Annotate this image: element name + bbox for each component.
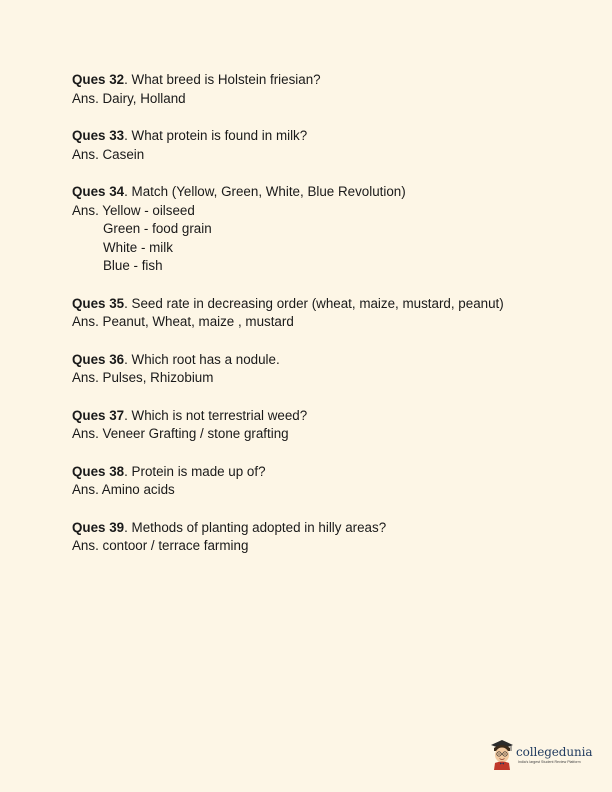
answer-line: Blue - fish — [103, 258, 163, 273]
question-number: Ques 34 — [72, 184, 125, 199]
qa-item-37 — [72, 407, 572, 444]
question-text: . Methods of planting adopted in hilly areas? — [124, 519, 387, 535]
question-text: . What protein is found in milk? — [124, 128, 308, 143]
answer-line: Ans. Amino acids — [72, 482, 175, 497]
qa-item-38 — [72, 463, 572, 500]
question-number: Ques 38 — [72, 463, 125, 479]
qa-item-32 — [72, 71, 572, 108]
qa-item-36 — [72, 351, 572, 388]
question-text: . Seed rate in decreasing order (wheat, maize, mustard, peanut) — [124, 295, 504, 311]
answer-line: Green - food grain — [103, 221, 212, 236]
question-number: Ques 36 — [72, 351, 125, 367]
question-text: . Protein is made up of? — [124, 463, 266, 479]
qa-item-35 — [72, 295, 572, 332]
qa-list — [72, 71, 572, 575]
answer-line: Ans. contoor / terrace farming — [72, 538, 249, 553]
question-line — [72, 463, 572, 482]
logo-wordmark: collegedunia — [516, 745, 593, 759]
question-line — [72, 295, 572, 314]
question-line — [72, 127, 572, 146]
question-line — [72, 351, 572, 370]
answer-line: White - milk — [103, 239, 173, 255]
question-number: Ques 39 — [72, 519, 125, 535]
logo-tagline: India's largest Student Review Platform — [518, 760, 581, 764]
student-mascot-icon — [489, 736, 515, 776]
question-number: Ques 33 — [72, 128, 125, 143]
question-line — [72, 519, 572, 538]
answer-line: Ans. Peanut, Wheat, maize , mustard — [72, 314, 294, 329]
question-number: Ques 35 — [72, 295, 125, 311]
qa-item-33 — [72, 127, 572, 164]
answer-line: Ans. Veneer Grafting / stone grafting — [72, 426, 289, 441]
answer-line: Ans. Casein — [72, 146, 145, 162]
question-number: Ques 32 — [72, 72, 125, 87]
answer-line: Ans. Yellow - oilseed — [72, 202, 195, 218]
qa-item-34 — [72, 183, 572, 276]
qa-item-39 — [72, 519, 572, 556]
question-line — [72, 183, 572, 202]
question-text: . What breed is Holstein friesian? — [124, 72, 321, 87]
question-text: . Match (Yellow, Green, White, Blue Revolution) — [124, 184, 406, 199]
question-line — [72, 71, 572, 90]
question-line — [72, 407, 572, 426]
collegedunia-logo[interactable] — [489, 736, 607, 776]
question-number: Ques 37 — [72, 407, 125, 423]
question-text: . Which is not terrestrial weed? — [124, 407, 308, 423]
answer-line: Ans. Pulses, Rhizobium — [72, 370, 214, 385]
answer-line: Ans. Dairy, Holland — [72, 90, 186, 106]
question-text: . Which root has a nodule. — [124, 351, 280, 367]
